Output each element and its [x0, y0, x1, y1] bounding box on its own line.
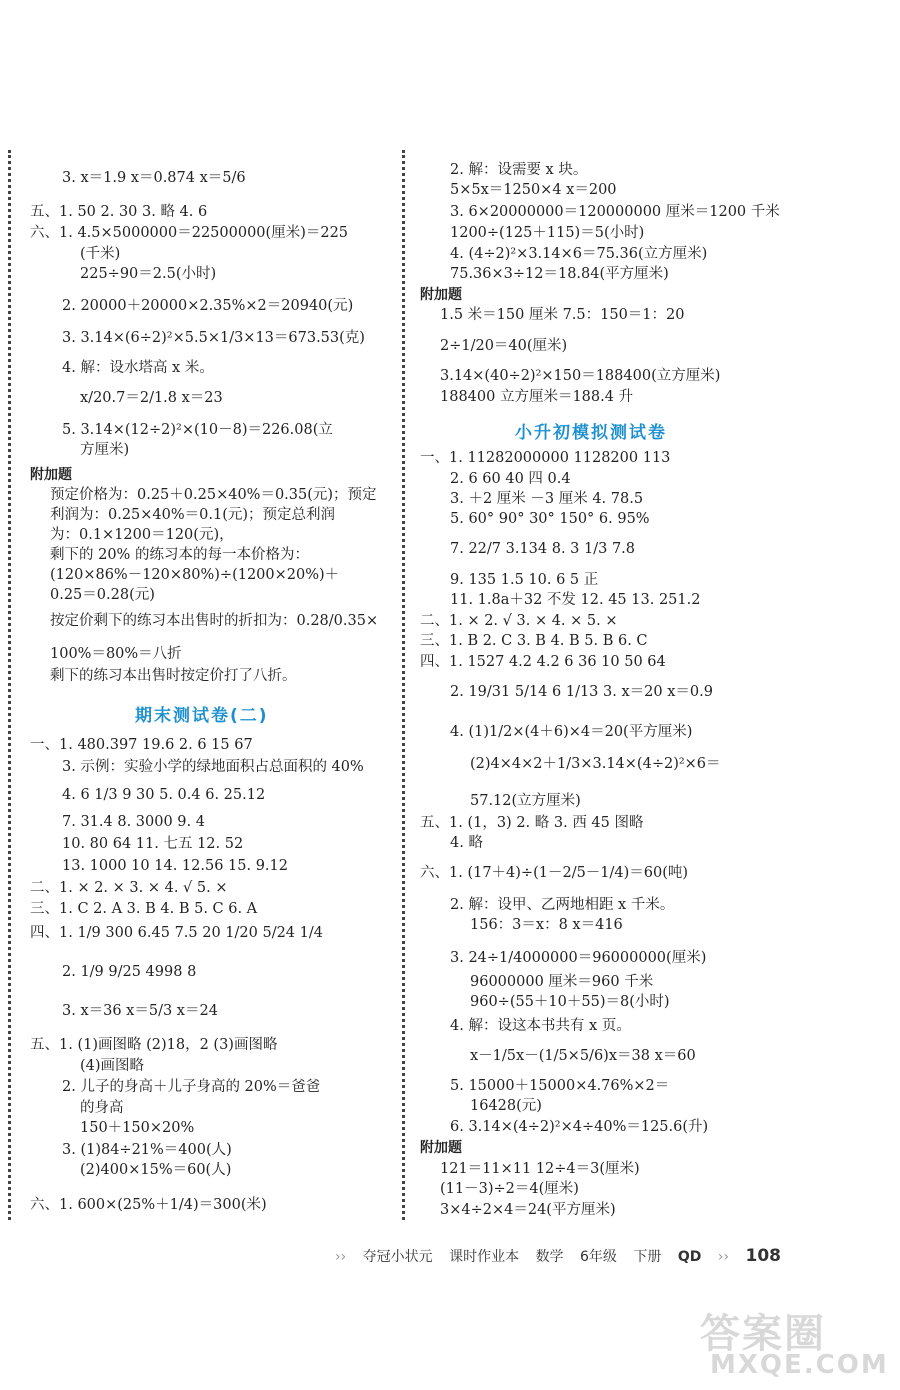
left-answer-line: 利润为：0.25×40%＝0.1(元)；预定总利润 — [50, 507, 336, 523]
right-answer-line: 四、1. 1527 4.2 4.2 6 36 10 50 64 — [420, 654, 666, 670]
left-answer-line: 10. 80 64 11. 七五 12. 52 — [62, 836, 244, 852]
left-answer-line: 2. 20000＋20000×2.35%×2＝20940(元) — [62, 298, 354, 314]
left-answer-line: 7. 31.4 8. 3000 9. 4 — [62, 814, 205, 830]
left-answer-line: 2. 儿子的身高＋儿子身高的 20%＝爸爸 — [62, 1079, 321, 1095]
page-number: 108 — [745, 1246, 781, 1266]
footer-grade: 6年级 — [580, 1249, 617, 1265]
right-answer-line: 5. 15000＋15000×4.76%×2＝ — [450, 1078, 670, 1094]
watermark-url: MXQE.COM — [710, 1350, 889, 1380]
bonus-heading: 附加题 — [420, 1140, 462, 1156]
right-answer-line: 188400 立方厘米＝188.4 升 — [440, 389, 634, 405]
left-answer-line: 五、1. 50 2. 30 3. 略 4. 6 — [30, 204, 208, 220]
footer-subject: 数学 — [535, 1249, 564, 1265]
right-answer-line: 2. 解：设甲、乙两地相距 x 千米。 — [450, 897, 675, 913]
footer-volume: 下册 — [633, 1249, 662, 1265]
left-answer-line: 3. x＝36 x＝5/3 x＝24 — [62, 1003, 218, 1019]
section-title: 小升初模拟测试卷 — [515, 423, 667, 443]
left-answer-line: 150＋150×20% — [80, 1120, 195, 1136]
left-answer-line: 五、1. (1)画图略 (2)18，2 (3)画图略 — [30, 1037, 278, 1053]
footer-edition: QD — [677, 1249, 702, 1265]
right-answer-line: 3. 6×20000000＝120000000 厘米＝1200 千米 — [450, 204, 780, 220]
right-answer-line: 11. 1.8a＋32 不发 12. 45 13. 251.2 — [450, 592, 701, 608]
right-answer-line: 一、1. 11282000000 1128200 113 — [420, 450, 671, 466]
right-answer-line: 3.14×(40÷2)²×150＝188400(立方厘米) — [440, 368, 721, 384]
left-answer-line: 二、1. × 2. × 3. × 4. √ 5. × — [30, 880, 228, 896]
left-answer-line: (千米) — [80, 246, 121, 262]
left-answer-line: 剩下的练习本出售时按定价打了八折。 — [50, 668, 297, 684]
right-answer-line: 96000000 厘米＝960 千米 — [470, 974, 654, 990]
left-answer-line: 剩下的 20% 的练习本的每一本价格为： — [50, 547, 309, 563]
right-answer-line: 2. 19/31 5/14 6 1/13 3. x＝20 x＝0.9 — [450, 684, 713, 700]
left-answer-line: 3. 示例：实验小学的绿地面积占总面积的 40% — [62, 759, 364, 775]
right-answer-line: 4. (1)1/2×(4＋6)×4＝20(平方厘米) — [450, 724, 693, 740]
left-answer-line: (2)400×15%＝60(人) — [80, 1162, 232, 1178]
left-answer-line: 225÷90＝2.5(小时) — [80, 266, 217, 282]
right-answer-line: 121＝11×11 12÷4＝3(厘米) — [440, 1161, 640, 1177]
left-answer-line: 六、1. 4.5×5000000＝22500000(厘米)＝225 — [30, 225, 349, 241]
right-answer-line: 4. (4÷2)²×3.14×6＝75.36(立方厘米) — [450, 246, 708, 262]
right-answer-line: 三、1. B 2. C 3. B 4. B 5. B 6. C — [420, 633, 648, 649]
right-answer-line: 960÷(55＋10＋55)＝8(小时) — [470, 994, 670, 1010]
right-answer-line: 六、1. (17＋4)÷(1－2/5－1/4)＝60(吨) — [420, 865, 689, 881]
center-divider-dots — [402, 150, 405, 1220]
right-answer-line: 3×4÷2×4＝24(平方厘米) — [440, 1202, 616, 1218]
right-answer-line: (2)4×4×2＋1/3×3.14×(4÷2)²×6＝ — [470, 756, 721, 772]
left-answer-line: 3. 3.14×(6÷2)²×5.5×1/3×13＝673.53(克) — [62, 330, 365, 346]
left-answer-line: 四、1. 1/9 300 6.45 7.5 20 1/20 5/24 1/4 — [30, 925, 323, 941]
footer-brand: 夺冠小状元 — [362, 1249, 433, 1265]
right-answer-line: 7. 22/7 3.134 8. 3 1/3 7.8 — [450, 541, 636, 557]
right-answer-line: 5. 60° 90° 30° 150° 6. 95% — [450, 511, 650, 527]
left-answer-line: 100%＝80%＝八折 — [50, 646, 182, 662]
left-answer-line: 为：0.1×1200＝120(元)， — [50, 527, 234, 543]
left-answer-line: 13. 1000 10 14. 12.56 15. 9.12 — [62, 858, 288, 874]
right-answer-line: 3. 24÷1/4000000＝96000000(厘米) — [450, 950, 707, 966]
right-answer-line: 156：3＝x：8 x＝416 — [470, 917, 623, 933]
right-answer-line: 5×5x＝1250×4 x＝200 — [450, 182, 617, 198]
left-answer-line: x/20.7＝2/1.8 x＝23 — [80, 390, 223, 406]
bonus-heading: 附加题 — [420, 287, 462, 303]
left-answer-line: 三、1. C 2. A 3. B 4. B 5. C 6. A — [30, 901, 258, 917]
left-binding-dots — [8, 150, 11, 1220]
footer-arrow-icon-2: ›› — [717, 1249, 730, 1265]
right-answer-line: 57.12(立方厘米) — [470, 793, 581, 809]
left-answer-line: 3. (1)84÷21%＝400(人) — [62, 1142, 232, 1158]
left-answer-line: 4. 6 1/3 9 30 5. 0.4 6. 25.12 — [62, 787, 266, 803]
right-answer-line: 3. ＋2 厘米 －3 厘米 4. 78.5 — [450, 491, 644, 507]
right-answer-line: 2. 6 60 40 四 0.4 — [450, 471, 571, 487]
section-title: 期末测试卷(二) — [135, 706, 269, 726]
right-answer-line: 6. 3.14×(4÷2)²×4÷40%＝125.6(升) — [450, 1119, 709, 1135]
left-answer-line: 4. 解：设水塔高 x 米。 — [62, 360, 214, 376]
footer-arrow-icon: ›› — [335, 1249, 347, 1265]
right-answer-line: 二、1. × 2. √ 3. × 4. × 5. × — [420, 613, 618, 629]
left-answer-line: 按定价剩下的练习本出售时的折扣为：0.28/0.35× — [50, 613, 379, 629]
left-answer-line: (120×86%－120×80%)÷(1200×20%)＋ — [50, 567, 340, 583]
left-answer-line: 2. 1/9 9/25 4998 8 — [62, 964, 197, 980]
right-answer-line: 16428(元) — [470, 1098, 542, 1114]
left-answer-line: 方厘米) — [80, 442, 130, 458]
right-answer-line: 9. 135 1.5 10. 6 5 正 — [450, 572, 599, 588]
left-answer-line: 3. x＝1.9 x＝0.874 x＝5/6 — [62, 170, 246, 186]
right-answer-line: x－1/5x－(1/5×5/6)x＝38 x＝60 — [470, 1048, 696, 1064]
left-answer-line: 0.25＝0.28(元) — [50, 587, 155, 603]
left-answer-line: (4)画图略 — [80, 1058, 145, 1074]
right-answer-line: 1200÷(125＋115)＝5(小时) — [450, 225, 645, 241]
right-answer-line: 4. 略 — [450, 835, 483, 851]
bonus-heading: 附加题 — [30, 467, 72, 483]
left-answer-line: 一、1. 480.397 19.6 2. 6 15 67 — [30, 737, 253, 753]
left-answer-line: 的身高 — [80, 1100, 124, 1116]
right-answer-line: 4. 解：设这本书共有 x 页。 — [450, 1018, 631, 1034]
right-answer-line: 2. 解：设需要 x 块。 — [450, 162, 588, 178]
right-answer-line: 1.5 米＝150 厘米 7.5：150＝1：20 — [440, 307, 685, 323]
left-answer-line: 六、1. 600×(25%＋1/4)＝300(米) — [30, 1197, 267, 1213]
page-footer — [335, 1246, 793, 1266]
right-answer-line: 2÷1/20＝40(厘米) — [440, 338, 568, 354]
footer-book: 课时作业本 — [449, 1249, 520, 1265]
right-answer-line: 五、1. (1，3) 2. 略 3. 西 45 图略 — [420, 815, 644, 831]
right-answer-line: (11－3)÷2＝4(厘米) — [440, 1181, 579, 1197]
right-answer-line: 75.36×3÷12＝18.84(平方厘米) — [450, 266, 669, 282]
left-answer-line: 预定价格为：0.25＋0.25×40%＝0.35(元)；预定 — [50, 487, 377, 503]
watermark-logo: 答案圈 — [700, 1311, 826, 1357]
left-answer-line: 5. 3.14×(12÷2)²×(10－8)＝226.08(立 — [62, 422, 333, 438]
